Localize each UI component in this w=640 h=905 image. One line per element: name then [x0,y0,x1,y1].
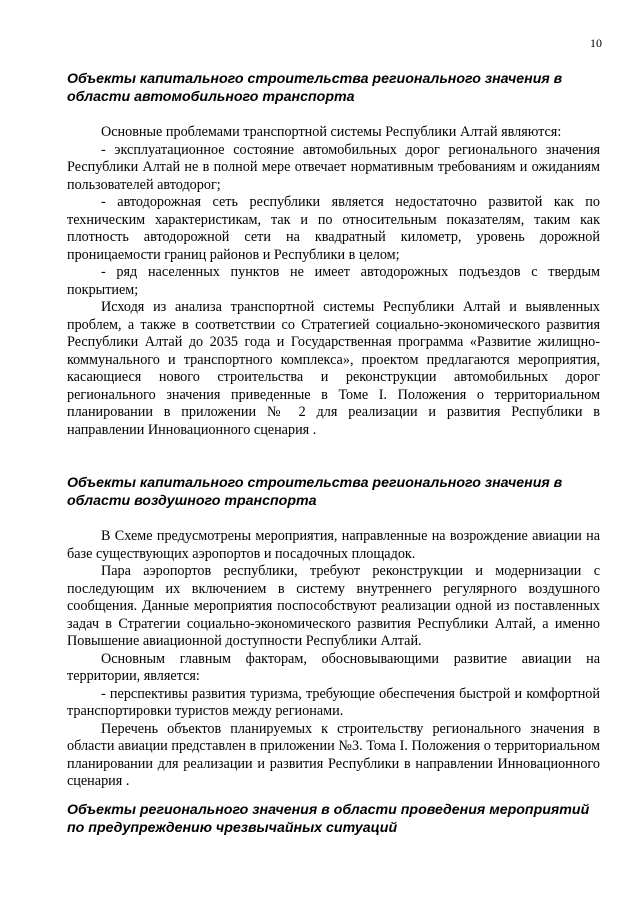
paragraph: - ряд населенных пунктов не имеет автодорожных подъездов с твердым покрытием; [67,264,600,298]
section-body [67,528,600,791]
paragraph: Пара аэропортов республики, требуют реконструкции и модернизации с последующим их включением в систему внутреннего регулярного воздушного сообщения. Данные мероприятия поспособствуют реализации одной из поставленных задач в Стратегии социально-экономического развития Республики Алтай, а именно Повышение авиационной доступности Республики Алтай. [67,563,600,649]
paragraph: В Схеме предусмотрены мероприятия, направленные на возрождение авиации на базе существующих аэропортов и посадочных площадок. [67,528,600,562]
section-road-transport [67,70,600,439]
section-body [67,124,600,439]
paragraph: - эксплуатационное состояние автомобильных дорог регионального значения Республики Алтай не в полной мере отвечает нормативным требованиям и ожиданиям пользователей автодорог; [67,141,600,193]
paragraph: Перечень объектов планируемых к строительству регионального значения в области авиации представлен в приложении №3. Тома I. Положения о территориальном планировании для реализации и развития Республики в направлении Инновационного сценария . [67,720,600,789]
paragraph: Основным главным факторам, обосновывающими развитие авиации на территории, является: [67,650,600,684]
section-heading: Объекты регионального значения в области проведения мероприятий по предупреждению чрезвычайных ситуаций [67,802,590,836]
page-number: 10 [590,36,602,50]
section-heading: Объекты капитального строительства регионального значения в области автомобильного транспорта [67,71,563,105]
paragraph: Основные проблемами транспортной системы Республики Алтай являются: [101,124,562,140]
section-emergency-prevention [67,801,600,837]
paragraph: - автодорожная сеть республики является недостаточно развитой как по техническим характеристикам, так и по относительным показателям, таким как плотность автодорожной сети на квадратный километр, уровень дорожной проницаемости границ районов и Республики в целом; [67,194,600,263]
paragraph: Исходя из анализа транспортной системы Республики Алтай и выявленных проблем, а также в соответствии со Стратегией социально-экономического развития Республики Алтай до 2035 года и Государственная программа «Развитие жилищно-коммунального и транспортного комплекса», проектом предлагаются мероприятия, касающиеся нового строительства и реконструкции автомобильных дорог регионального значения приведенные в Томе I. Положения о территориальном планировании в приложении № 2 для реализации и развития Республики в направлении Инновационного сценария . [67,299,600,438]
section-heading: Объекты капитального строительства регионального значения в области воздушного транспорта [67,475,563,509]
paragraph: - перспективы развития туризма, требующие обеспечения быстрой и комфортной транспортировки туристов между регионами. [67,685,600,719]
section-air-transport [67,474,600,791]
